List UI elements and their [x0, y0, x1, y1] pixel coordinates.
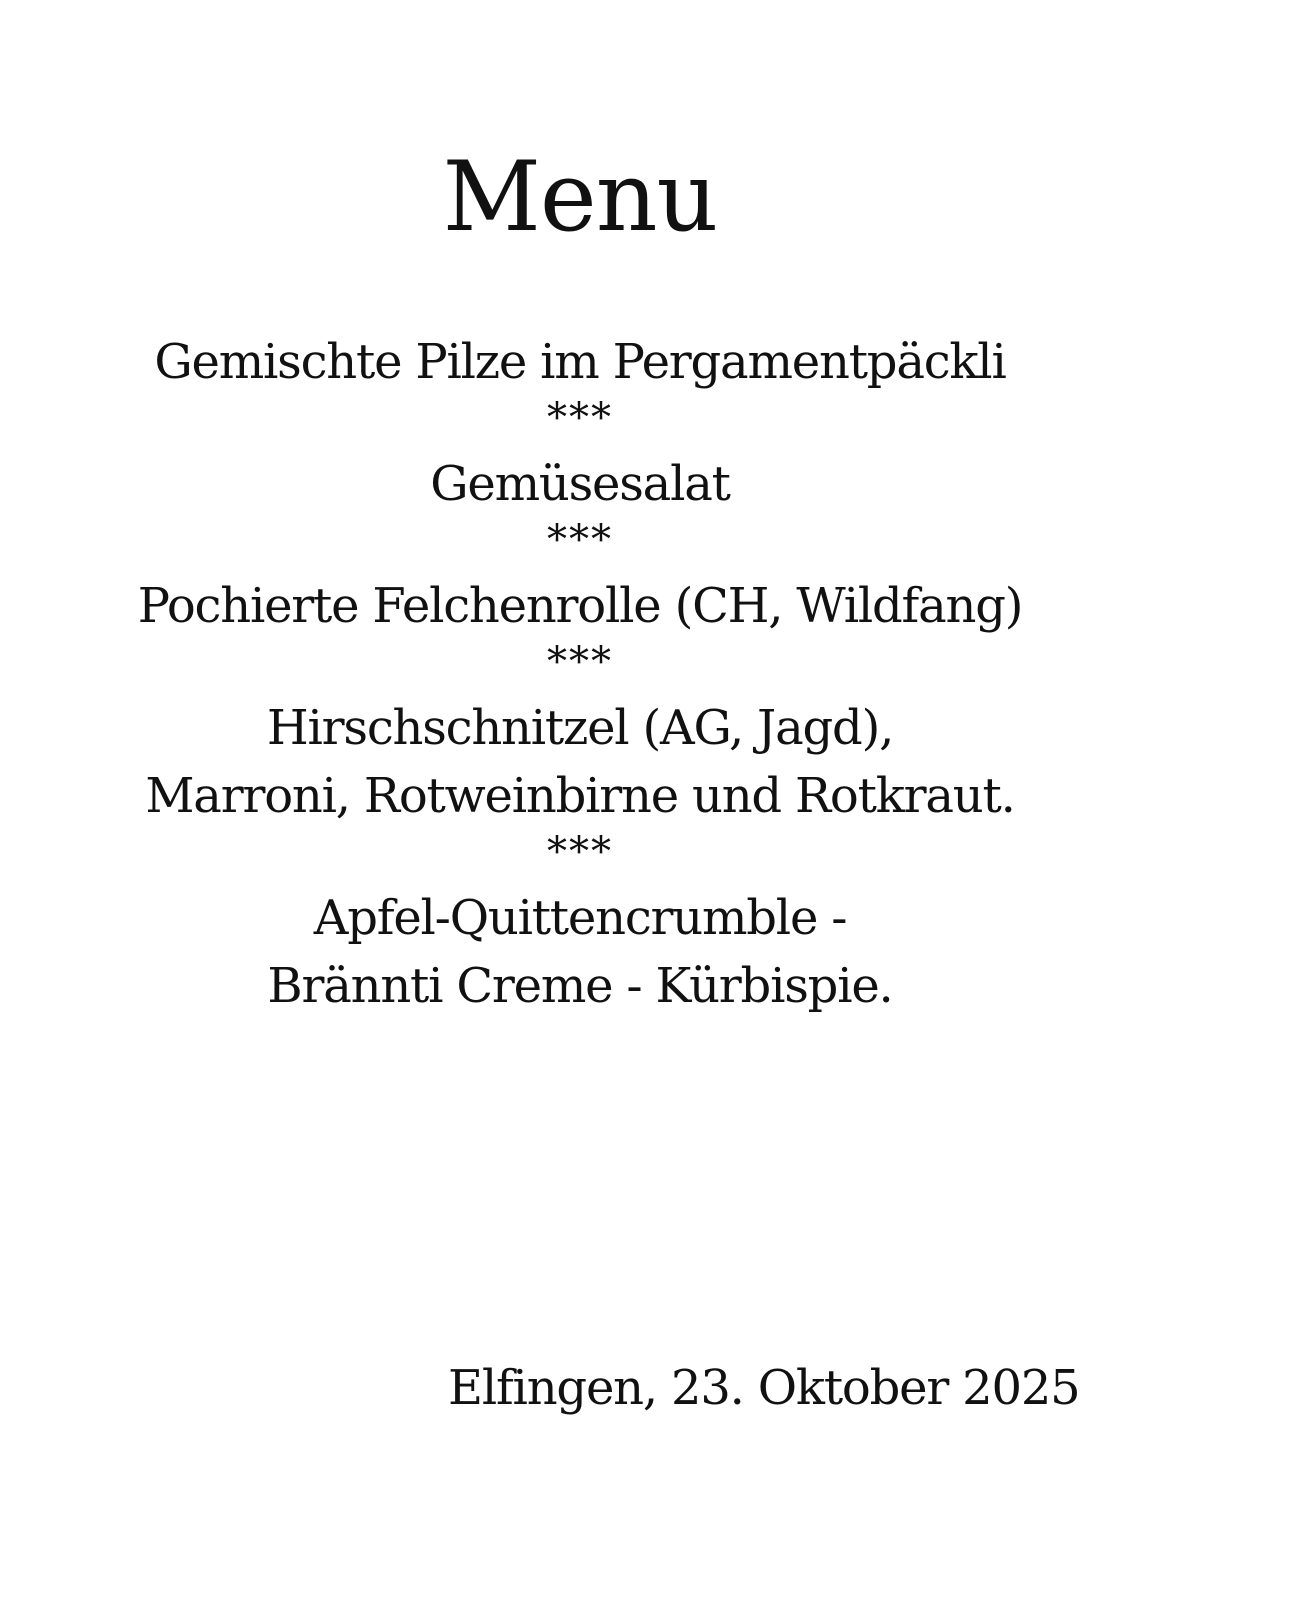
course-dessert	[0, 884, 1160, 1020]
course-line: Apfel-Quittencrumble -	[313, 890, 847, 946]
menu-title: Menu	[442, 141, 718, 254]
course-separator: ***	[547, 517, 613, 563]
course-separator: ***	[547, 639, 613, 685]
course-line: Gemüsesalat	[430, 456, 730, 512]
course-starter	[0, 328, 1160, 396]
course-main	[0, 694, 1160, 830]
course-line: Marroni, Rotweinbirne und Rotkraut.	[145, 768, 1015, 824]
course-line: Brännti Creme - Kürbispie.	[267, 958, 893, 1014]
course-salad	[0, 450, 1160, 518]
course-line: Hirschschnitzel (AG, Jagd),	[266, 700, 894, 756]
course-separator: ***	[547, 395, 613, 441]
course-line: Gemischte Pilze im Pergamentpäckli	[154, 334, 1006, 390]
course-fish	[0, 572, 1160, 640]
place-date: Elfingen, 23. Oktober 2025	[448, 1360, 1080, 1416]
course-line: Pochierte Felchenrolle (CH, Wildfang)	[137, 578, 1023, 634]
course-separator: ***	[547, 829, 613, 875]
course-list	[0, 328, 1160, 1020]
